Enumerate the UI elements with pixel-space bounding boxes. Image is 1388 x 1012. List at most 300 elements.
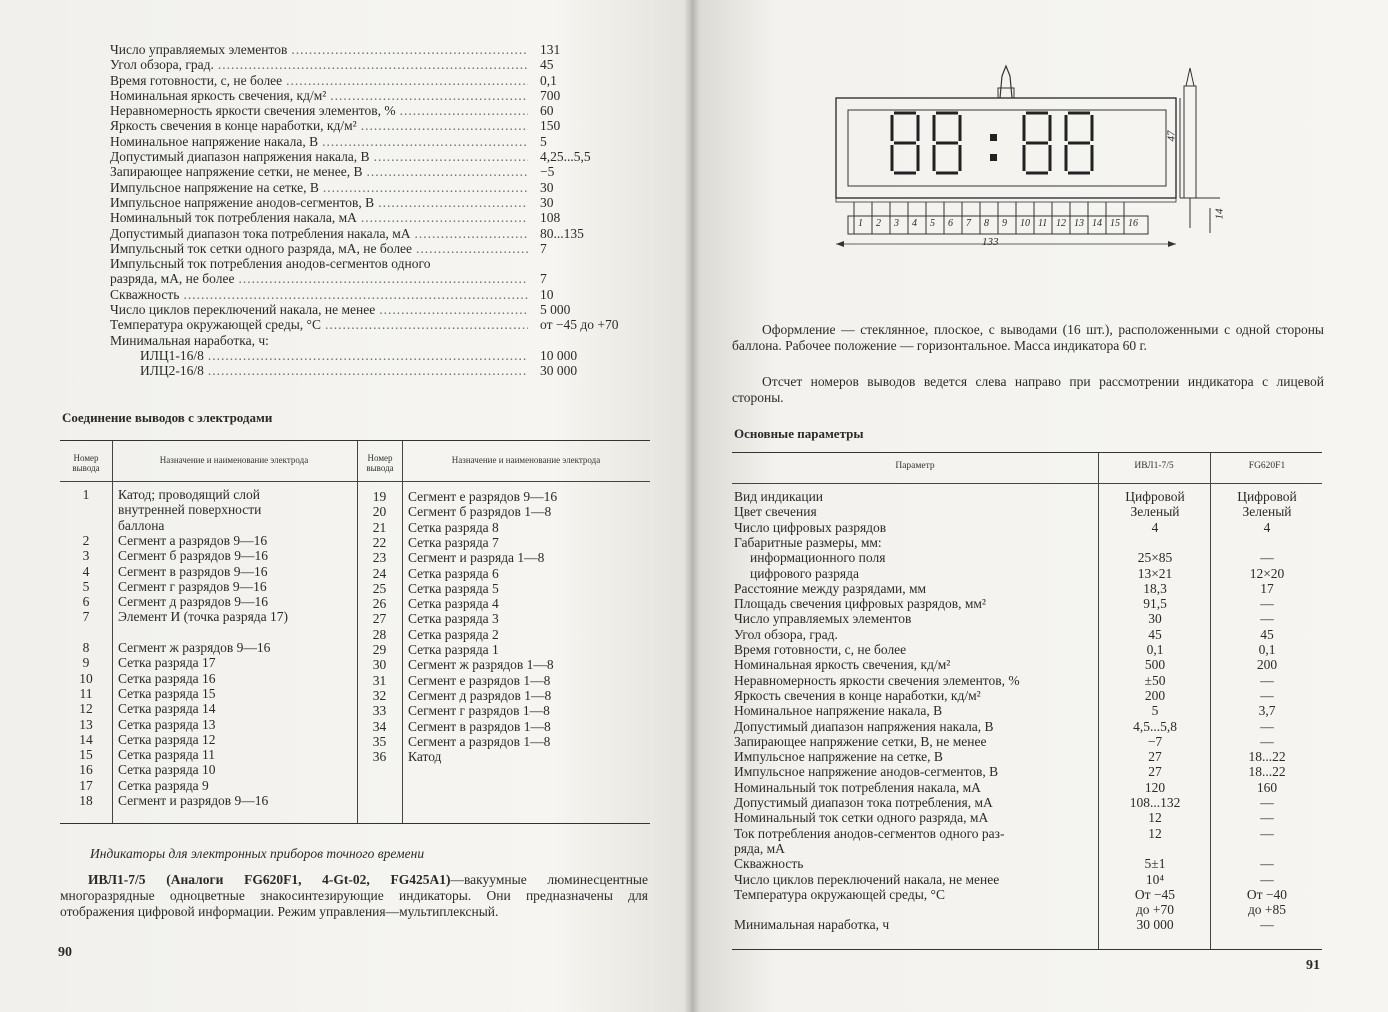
spec-label: Допустимый диапазон тока потребления накала, мА bbox=[110, 225, 411, 241]
pin-number: 13 bbox=[79, 716, 93, 732]
params-table bbox=[732, 452, 1322, 950]
pin-header-name2: Назначение и наименование электрода bbox=[451, 455, 601, 465]
pin-name: Сегмент е разрядов 9—16 bbox=[408, 489, 558, 504]
spec-row bbox=[110, 164, 670, 179]
pin-number: 1 bbox=[82, 487, 90, 502]
params-header-param: Параметр bbox=[895, 461, 935, 471]
spec-value: 7 bbox=[540, 271, 547, 287]
spec-row bbox=[110, 241, 670, 256]
pin-row bbox=[60, 518, 164, 533]
pin-number: 15 bbox=[79, 747, 93, 763]
page-number-left: 90 bbox=[58, 945, 72, 960]
pin-number: 12 bbox=[79, 701, 93, 717]
pin-row bbox=[357, 642, 499, 657]
param-value-ivl: −7 bbox=[1147, 733, 1163, 749]
display-digits bbox=[892, 113, 1092, 173]
pin-name: Элемент И (точка разряда 17) bbox=[118, 609, 289, 625]
spec-label: Температура окружающей среды, °С bbox=[110, 317, 321, 333]
param-label: Номинальное напряжение накала, В bbox=[734, 703, 943, 719]
spec-label: Импульсное напряжение на сетке, В bbox=[110, 179, 319, 195]
pin-row bbox=[357, 566, 499, 581]
param-value-ivl: 91,5 bbox=[1143, 596, 1167, 612]
pin-label: 11 bbox=[1038, 218, 1048, 229]
pin-name: Сетка разряда 17 bbox=[118, 655, 216, 671]
spec-label: Импульсный ток сетки одного разряда, мА, не более bbox=[110, 240, 413, 256]
pin-label: 8 bbox=[984, 218, 989, 229]
param-label: Номинальная яркость свечения, кд/м² bbox=[734, 657, 951, 673]
pin-number: 14 bbox=[79, 731, 93, 747]
pin-row bbox=[60, 762, 216, 777]
spec-value: −5 bbox=[540, 164, 555, 180]
spec-value: 30 bbox=[540, 194, 554, 210]
pin-name: Сегмент г разрядов 1—8 bbox=[408, 703, 550, 719]
pin-row bbox=[357, 535, 499, 550]
pin-name: Сетка разряда 15 bbox=[118, 685, 216, 701]
param-value-fg: — bbox=[1260, 871, 1274, 887]
spec-label: Время готовности, с, не более bbox=[110, 72, 283, 88]
param-label: Минимальная наработка, ч bbox=[734, 917, 890, 933]
pin-row bbox=[60, 655, 216, 670]
param-value-ivl: 4,5...5,8 bbox=[1133, 718, 1177, 734]
pin-row bbox=[357, 581, 499, 596]
page-number-right: 91 bbox=[1306, 958, 1320, 973]
pin-name: Сетка разряда 12 bbox=[118, 731, 216, 747]
param-value-ivl: 108...132 bbox=[1129, 795, 1181, 810]
param-value-ivl: 45 bbox=[1148, 626, 1162, 642]
pin-name: Сегмент г разрядов 9—16 bbox=[118, 578, 267, 594]
param-value-ivl: 5±1 bbox=[1144, 856, 1166, 872]
pin-number: 5 bbox=[82, 578, 90, 594]
param-value-ivl: Цифровой bbox=[1125, 489, 1185, 504]
param-label: Вид индикации bbox=[734, 489, 824, 504]
pin-label: 10 bbox=[1020, 218, 1030, 229]
pin-number: 24 bbox=[372, 565, 387, 581]
pin-name: Сегмент и разрядов 9—16 bbox=[118, 793, 269, 808]
pin-name: Сегмент а разрядов 9—16 bbox=[118, 532, 268, 548]
intro-bold: ИВЛ1-7/5 (Аналоги FG620F1, 4-Gt-02, FG425A1) bbox=[88, 872, 451, 887]
pin-label: 3 bbox=[894, 218, 899, 229]
design-paragraph: Оформление — стеклянное, плоское, с выводами (16 шт.), расположенными с одной стороны баллона. Рабочее положение — горизонтальное. Масса индикатора 60 г. bbox=[732, 322, 1324, 353]
param-label: Цвет свечения bbox=[734, 504, 817, 520]
param-label: Яркость свечения в конце наработки, кд/м² bbox=[734, 687, 981, 703]
pin-number: 20 bbox=[372, 504, 387, 520]
params-header-col2: FG620F1 bbox=[1248, 461, 1286, 471]
pin-row bbox=[357, 688, 551, 703]
indicator-pins bbox=[848, 202, 1148, 234]
param-value-fg: — bbox=[1260, 810, 1274, 826]
spec-value: 5 bbox=[540, 133, 547, 149]
pin-name: Сегмент д разрядов 9—16 bbox=[118, 594, 268, 610]
pin-row bbox=[357, 504, 551, 519]
pin-name: Сетка разряда 6 bbox=[408, 565, 499, 581]
pin-number: 4 bbox=[82, 563, 90, 579]
params-header-col1: ИВЛ1-7/5 bbox=[1134, 461, 1174, 471]
pin-name: Сетка разряда 1 bbox=[408, 642, 499, 657]
param-label: Номинальный ток потребления накала, мА bbox=[734, 779, 981, 795]
param-value-fg: — bbox=[1260, 672, 1274, 688]
pin-row bbox=[60, 533, 267, 548]
pin-row bbox=[357, 719, 551, 734]
param-value-fg: — bbox=[1260, 596, 1274, 612]
spec-row bbox=[110, 118, 670, 133]
pin-number: 2 bbox=[82, 532, 90, 548]
pin-name: Сегмент в разрядов 9—16 bbox=[118, 563, 268, 579]
spec-row bbox=[110, 134, 670, 149]
param-value-ivl: 120 bbox=[1144, 779, 1166, 795]
intro-paragraph bbox=[60, 872, 648, 920]
param-label: Ток потребления анодов-сегментов одного раз- bbox=[734, 825, 1005, 841]
spec-label: Допустимый диапазон напряжения накала, В bbox=[110, 149, 370, 165]
param-label: Допустимый диапазон тока потребления, мА bbox=[734, 795, 993, 810]
section-heading: Индикаторы для электронных приборов точного времени bbox=[90, 846, 425, 861]
spec-value: 10 000 bbox=[540, 347, 578, 363]
pin-row bbox=[357, 673, 550, 688]
pin-number: 36 bbox=[372, 749, 387, 765]
param-value-fg: 45 bbox=[1260, 626, 1274, 642]
pin-row bbox=[60, 686, 216, 701]
spec-value: 60 bbox=[540, 103, 554, 119]
param-value-ivl: 18,3 bbox=[1143, 580, 1167, 596]
spec-value: от −45 до +70 bbox=[540, 317, 619, 333]
pin-name: Сетка разряда 11 bbox=[118, 747, 216, 763]
param-label: Расстояние между разрядами, мм bbox=[734, 580, 927, 596]
param-value-ivl: 12 bbox=[1148, 810, 1162, 826]
pin-label: 7 bbox=[966, 218, 971, 229]
pin-row bbox=[357, 520, 499, 535]
left-page bbox=[0, 0, 692, 1012]
intro-text: —вакуумные люминесцентные многоразрядные одноцветные знакосинтезирующие индикаторы. Они предназначены для отображения цифровой информации. Режим управления—мультиплексный. bbox=[60, 872, 648, 919]
param-label: Число управляемых элементов bbox=[734, 611, 912, 627]
pin-number: 23 bbox=[372, 550, 387, 566]
spec-label: ИЛЦ2-16/8 bbox=[140, 363, 204, 379]
pin-name: Сегмент в разрядов 1—8 bbox=[408, 718, 551, 734]
param-value-fg: — bbox=[1260, 550, 1274, 566]
pin-name: Сегмент д разрядов 1—8 bbox=[408, 687, 552, 703]
spec-value: 7 bbox=[540, 240, 547, 256]
param-value-ivl: 10⁴ bbox=[1145, 871, 1165, 887]
spec-label: Угол обзора, град. bbox=[110, 57, 214, 73]
pin-row bbox=[357, 489, 557, 504]
pin-header-num: Номер вывода bbox=[72, 453, 100, 473]
param-label: Допустимый диапазон напряжения накала, В bbox=[734, 718, 994, 734]
pin-name: Сетка разряда 10 bbox=[118, 762, 216, 778]
pin-row bbox=[60, 548, 268, 563]
spec-label: Минимальная наработка, ч: bbox=[110, 332, 269, 348]
param-value-ivl: ±50 bbox=[1144, 672, 1166, 688]
pin-name: Сетка разряда 16 bbox=[118, 670, 216, 686]
pin-row bbox=[357, 627, 499, 642]
spec-row bbox=[110, 256, 670, 271]
pin-label: 4 bbox=[912, 218, 917, 229]
pin-name: Сегмент и разряда 1—8 bbox=[408, 550, 545, 566]
param-value-fg: Цифровой bbox=[1237, 489, 1297, 504]
param-value-fg: — bbox=[1260, 825, 1274, 841]
pin-row bbox=[60, 793, 268, 808]
param-label: Импульсное напряжение анодов-сегментов, В bbox=[734, 764, 999, 780]
pin-label: 13 bbox=[1074, 218, 1084, 229]
pin-number: 25 bbox=[372, 580, 387, 596]
param-label: цифрового разряда bbox=[750, 565, 859, 581]
pin-row bbox=[357, 703, 550, 718]
pin-name: баллона bbox=[118, 517, 165, 533]
spec-row bbox=[110, 302, 670, 317]
pin-row bbox=[60, 778, 209, 793]
pin-row bbox=[60, 717, 216, 732]
param-value-ivl: до +70 bbox=[1135, 902, 1175, 918]
pin-row bbox=[357, 749, 441, 764]
spec-row bbox=[110, 210, 670, 225]
pin-label: 2 bbox=[876, 218, 881, 229]
pin-row bbox=[60, 747, 215, 762]
pin-number: 28 bbox=[372, 626, 387, 642]
pin-name bbox=[112, 625, 118, 640]
pin-row bbox=[357, 734, 550, 749]
param-label: Число цифровых разрядов bbox=[734, 519, 887, 535]
pin-name: Сетка разряда 4 bbox=[408, 596, 499, 612]
pin-name: Сетка разряда 13 bbox=[118, 716, 216, 732]
param-label: Запирающее напряжение сетки, В, не менее bbox=[734, 733, 987, 749]
param-value-ivl: 200 bbox=[1144, 687, 1166, 703]
param-value-ivl: 13×21 bbox=[1137, 565, 1173, 581]
pin-name: Сегмент ж разрядов 9—16 bbox=[118, 640, 271, 655]
pin-number: 18 bbox=[79, 793, 93, 808]
pin-name: Сегмент а разрядов 1—8 bbox=[408, 733, 551, 749]
param-value-fg: — bbox=[1260, 917, 1274, 933]
spec-value: 10 bbox=[540, 286, 554, 302]
pin-row bbox=[60, 625, 118, 640]
spec-value: 108 bbox=[540, 210, 561, 226]
param-value-ivl: 25×85 bbox=[1137, 550, 1173, 566]
book-gutter bbox=[684, 0, 700, 1012]
pin-row bbox=[357, 657, 554, 672]
spec-value: 150 bbox=[540, 118, 561, 134]
pin-table bbox=[60, 440, 650, 824]
spec-row bbox=[110, 57, 670, 72]
pin-name: Сетка разряда 2 bbox=[408, 626, 499, 642]
pin-header-num2: Номер вывода bbox=[366, 453, 394, 473]
spec-value: 4,25...5,5 bbox=[540, 149, 591, 165]
param-value-fg: 18...22 bbox=[1248, 764, 1286, 780]
param-value-fg: 12×20 bbox=[1249, 565, 1285, 581]
spec-row bbox=[110, 348, 670, 363]
param-value-fg: до +85 bbox=[1247, 902, 1287, 918]
pin-name: Сетка разряда 14 bbox=[118, 701, 216, 717]
param-value-ivl: 27 bbox=[1148, 749, 1162, 765]
spec-label: Число циклов переключений накала, не менее bbox=[110, 302, 376, 318]
param-label: Температура окружающей среды, °С bbox=[734, 886, 945, 902]
pin-name: Сегмент ж разрядов 1—8 bbox=[408, 657, 554, 673]
pin-number: 34 bbox=[372, 718, 387, 734]
param-label: Площадь свечения цифровых разрядов, мм² bbox=[734, 596, 986, 612]
spec-row bbox=[110, 287, 670, 302]
pin-label: 9 bbox=[1002, 218, 1007, 229]
pin-name: Сегмент б разрядов 9—16 bbox=[118, 548, 268, 564]
pin-label: 16 bbox=[1128, 218, 1138, 229]
pin-number: 32 bbox=[372, 687, 387, 703]
pin-name: Сетка разряда 7 bbox=[408, 534, 499, 550]
param-value-ivl: 27 bbox=[1148, 764, 1162, 780]
pin-name: Сетка разряда 3 bbox=[408, 611, 499, 627]
spec-row bbox=[110, 195, 670, 210]
pin-number: 35 bbox=[372, 733, 387, 749]
pin-number: 19 bbox=[372, 489, 387, 504]
param-value-fg: — bbox=[1260, 733, 1274, 749]
param-value-ivl: Зеленый bbox=[1130, 504, 1180, 520]
pin-name: Катод; проводящий слой bbox=[118, 487, 260, 502]
param-label: Угол обзора, град. bbox=[734, 626, 838, 642]
param-label: Номинальный ток сетки одного разряда, мА bbox=[734, 810, 989, 826]
param-value-fg: — bbox=[1260, 687, 1274, 703]
spec-value: 80...135 bbox=[540, 225, 584, 241]
pin-row bbox=[60, 487, 260, 502]
pin-row bbox=[60, 564, 267, 579]
param-value-ivl: 12 bbox=[1148, 825, 1162, 841]
indicator-drawing bbox=[830, 58, 1230, 268]
indicator-diagram bbox=[830, 58, 1230, 268]
param-label: Импульсное напряжение на сетке, В bbox=[734, 749, 943, 765]
spec-label: разряда, мА, не более bbox=[110, 271, 235, 287]
param-label: информационного поля bbox=[750, 550, 886, 566]
param-value-fg: 17 bbox=[1260, 580, 1274, 596]
spec-row bbox=[110, 88, 670, 103]
pin-label: 12 bbox=[1056, 218, 1066, 229]
param-value-ivl: 5 bbox=[1151, 703, 1159, 719]
pin-name: Сетка разряда 5 bbox=[408, 580, 499, 596]
pin-number: 8 bbox=[82, 640, 90, 655]
pin-label: 5 bbox=[930, 218, 935, 229]
pin-number: 21 bbox=[372, 519, 387, 535]
pin-number: 31 bbox=[372, 672, 387, 688]
pin-number: 7 bbox=[82, 609, 90, 625]
spec-row bbox=[110, 271, 670, 286]
param-label: Число циклов переключений накала, не менее bbox=[734, 871, 1000, 887]
pin-number: 22 bbox=[372, 534, 387, 550]
pin-number: 16 bbox=[79, 762, 93, 778]
param-value-ivl: 0,1 bbox=[1146, 642, 1164, 657]
pin-label: 6 bbox=[948, 218, 953, 229]
pin-label: 14 bbox=[1092, 218, 1102, 229]
param-value-fg: От −40 bbox=[1246, 886, 1288, 902]
pin-label: 1 bbox=[858, 218, 863, 229]
param-value-fg: — bbox=[1260, 856, 1274, 872]
param-value-ivl: От −45 bbox=[1134, 886, 1176, 902]
pin-name: Сетка разряда 9 bbox=[118, 777, 209, 793]
pin-row bbox=[60, 640, 270, 655]
param-label: Время готовности, с, не более bbox=[734, 642, 907, 657]
param-value-fg: 3,7 bbox=[1258, 703, 1276, 719]
spec-value: 45 bbox=[540, 57, 554, 73]
spec-row bbox=[110, 103, 670, 118]
dim-width: 133 bbox=[982, 236, 999, 248]
spec-row bbox=[110, 317, 670, 332]
param-label: Скважность bbox=[734, 856, 804, 872]
pin-row bbox=[357, 611, 499, 626]
pin-name: Сегмент е разрядов 1—8 bbox=[408, 672, 551, 688]
pin-number: 10 bbox=[79, 670, 93, 686]
pin-label: 15 bbox=[1110, 218, 1120, 229]
pin-header-name: Назначение и наименование электрода bbox=[159, 455, 309, 465]
spec-label: Номинальная яркость свечения, кд/м² bbox=[110, 87, 327, 103]
pin-order-paragraph: Отсчет номеров выводов ведется слева направо при рассмотрении индикатора с лицевой стороны. bbox=[732, 374, 1324, 405]
spec-label: Неравномерность яркости свечения элементов, % bbox=[110, 103, 396, 119]
spec-value: 700 bbox=[540, 87, 561, 103]
spec-label: Номинальное напряжение накала, В bbox=[110, 133, 319, 149]
spec-label: ИЛЦ1-16/8 bbox=[140, 347, 204, 363]
spec-row bbox=[110, 226, 670, 241]
spec-label: Скважность bbox=[110, 286, 180, 302]
param-value-fg: 18...22 bbox=[1248, 749, 1286, 765]
spec-row bbox=[110, 73, 670, 88]
pin-row bbox=[60, 671, 216, 686]
param-value-fg: 4 bbox=[1263, 519, 1271, 535]
param-value-fg: 200 bbox=[1256, 657, 1278, 673]
param-value-fg: 0,1 bbox=[1258, 642, 1276, 657]
param-label: ряда, мА bbox=[734, 840, 785, 856]
spec-row bbox=[110, 333, 670, 348]
spec-value: 131 bbox=[540, 42, 561, 57]
pin-number: 30 bbox=[372, 657, 387, 673]
param-value-fg: Зеленый bbox=[1242, 504, 1292, 520]
spec-label: Импульсный ток потребления анодов-сегментов одного bbox=[110, 256, 431, 272]
pin-number: 26 bbox=[372, 596, 387, 612]
pin-number: 6 bbox=[82, 594, 90, 610]
param-value-fg: — bbox=[1260, 718, 1274, 734]
param-value-ivl: 30 bbox=[1148, 611, 1162, 627]
param-value-ivl: 4 bbox=[1151, 519, 1159, 535]
spec-value: 0,1 bbox=[540, 72, 557, 88]
param-label: Неравномерность яркости свечения элементов, % bbox=[734, 672, 1020, 688]
param-value-ivl: 30 000 bbox=[1136, 917, 1174, 933]
pin-number: 9 bbox=[82, 655, 90, 671]
spec-value: 30 bbox=[540, 179, 554, 195]
spec-row bbox=[110, 42, 670, 57]
pin-number: 17 bbox=[79, 777, 93, 793]
pin-row bbox=[357, 550, 544, 565]
pin-number: 27 bbox=[372, 611, 387, 627]
spec-value: 30 000 bbox=[540, 363, 578, 379]
pin-row bbox=[60, 579, 267, 594]
spec-label: Номинальный ток потребления накала, мА bbox=[110, 210, 357, 226]
param-value-fg: — bbox=[1260, 611, 1274, 627]
pin-row bbox=[60, 594, 268, 609]
spec-label: Яркость свечения в конце наработки, кд/м² bbox=[110, 118, 357, 134]
param-value-ivl: 500 bbox=[1144, 657, 1166, 673]
pin-name: Сетка разряда 8 bbox=[408, 519, 499, 535]
dim-height: 47 bbox=[1165, 130, 1178, 142]
pin-row bbox=[60, 732, 216, 747]
spec-row bbox=[110, 149, 670, 164]
dim-pins: 14 bbox=[1213, 208, 1226, 220]
param-label: Габаритные размеры, мм: bbox=[734, 534, 882, 550]
pin-number: 11 bbox=[79, 685, 93, 701]
spec-row bbox=[110, 363, 670, 378]
spec-label: Число управляемых элементов bbox=[110, 42, 288, 57]
spec-label: Запирающее напряжение сетки, не менее, В bbox=[110, 164, 363, 180]
param-value-fg: 160 bbox=[1256, 779, 1278, 795]
pin-name: внутренней поверхности bbox=[118, 502, 262, 518]
pin-name: Катод bbox=[408, 749, 442, 765]
spec-list bbox=[110, 42, 670, 379]
spec-value: 5 000 bbox=[540, 302, 571, 318]
pin-number: 3 bbox=[82, 548, 90, 564]
pin-name: Сегмент б разрядов 1—8 bbox=[408, 504, 552, 520]
spec-row bbox=[110, 180, 670, 195]
pin-table-heading: Соединение выводов с электродами bbox=[62, 410, 273, 425]
param-value-fg: — bbox=[1260, 795, 1274, 810]
pin-row bbox=[357, 596, 499, 611]
pin-row bbox=[60, 701, 216, 716]
pin-row bbox=[60, 609, 288, 624]
